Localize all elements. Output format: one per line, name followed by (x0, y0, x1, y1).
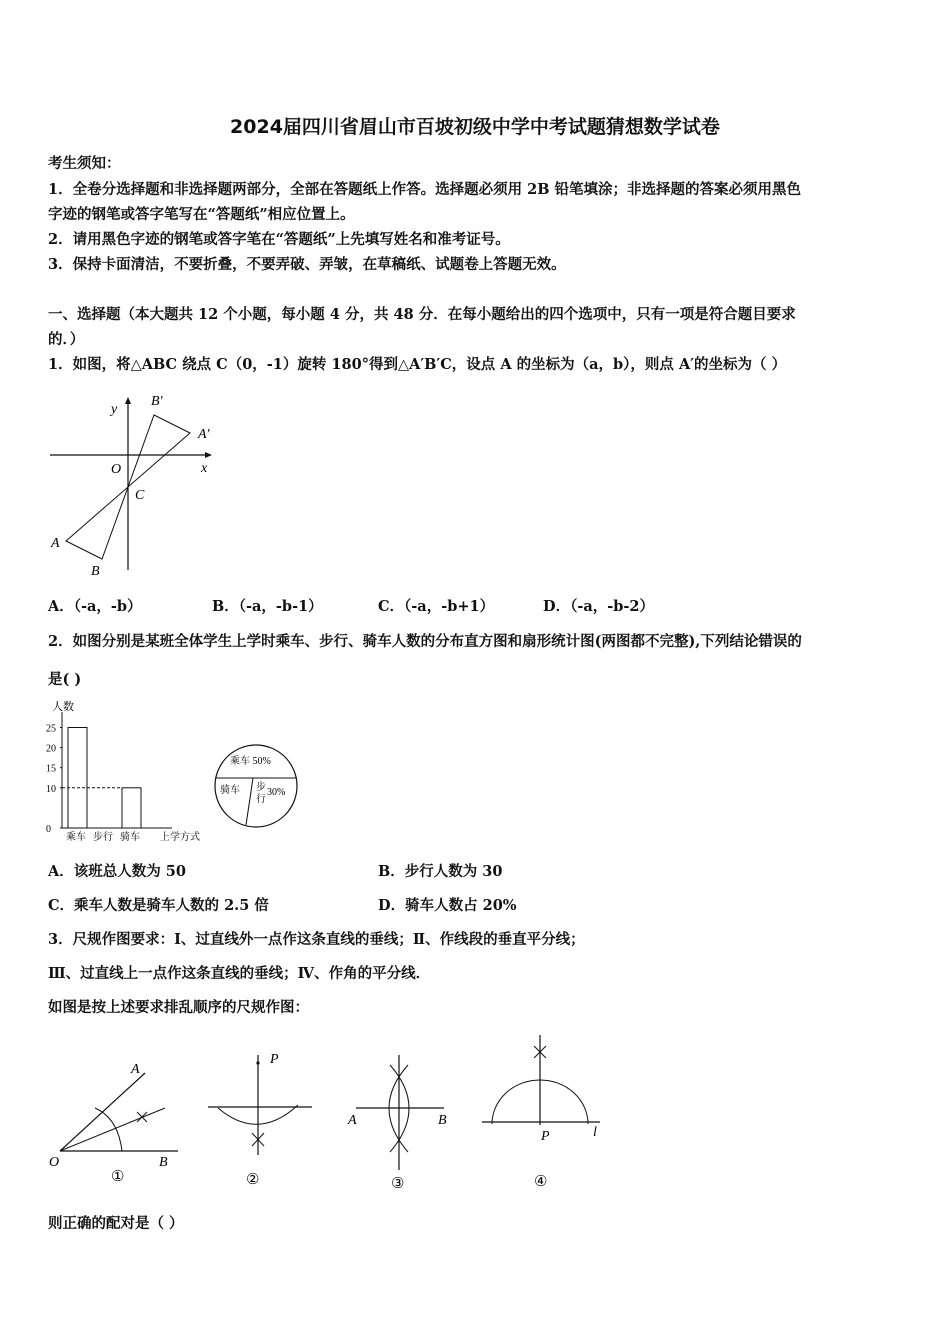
triangle-abc (66, 487, 128, 559)
q1-option-d: D．（-a，-b-2） (543, 598, 655, 615)
q2-stem-2: 是( ) (48, 671, 82, 688)
fig2-label-p: P (270, 1052, 279, 1067)
q2-option-b: B．步行人数为 30 (378, 863, 503, 880)
q3-figure-4 (478, 1030, 608, 1190)
notice-line-3: 3．保持卡面清洁，不要折叠，不要弄破、弄皱，在草稿纸、试题卷上答题无效。 (48, 256, 566, 273)
y-axis-arrow (125, 397, 131, 404)
pie-label-walk-2: 行 (256, 794, 266, 805)
notice-line-1a: 1．全卷分选择题和非选择题两部分，全部在答题纸上作答。选择题必须用 2B 铅笔填涂；非选择题的答案必须用黑色 (48, 181, 802, 198)
label-a-prime: A' (198, 427, 210, 442)
fig1-label-a: A (131, 1062, 140, 1077)
histogram-xlabel: 上学方式 (160, 832, 200, 843)
q3-figure-3 (344, 1050, 454, 1190)
histogram-ytick-0: 0 (46, 824, 51, 835)
pie-label-bike: 骑车 (220, 785, 240, 796)
fig1-label-b: B (159, 1155, 168, 1170)
fig2-number: ② (246, 1172, 260, 1188)
q1-option-b: B．（-a，-b-1） (212, 598, 323, 615)
pie-label-car: 乘车 50% (230, 756, 271, 767)
fig1-label-o: O (49, 1155, 60, 1170)
x-axis-arrow (205, 452, 212, 458)
q3-figure-1 (44, 1050, 184, 1190)
histogram-bar-0 (68, 728, 87, 829)
triangle-a2b2c (128, 415, 190, 487)
histogram-ytick-10: 10 (46, 783, 56, 795)
q2-stem-1: 2．如图分别是某班全体学生上学时乘车、步行、骑车人数的分布直方图和扇形统计图(两图都不完整),下列结论错误的 (48, 633, 802, 650)
histogram-ytick-15: 15 (46, 763, 56, 775)
q3-answer-prompt: 则正确的配对是（ ） (48, 1215, 184, 1232)
histogram-ytick-20: 20 (46, 743, 56, 755)
label-o: O (111, 462, 122, 477)
histogram-ytick-25: 25 (46, 723, 56, 735)
q3-figure-2 (204, 1046, 314, 1186)
label-y: y (111, 402, 118, 417)
q1-figure (46, 392, 226, 582)
notice-line-1b: 字迹的钢笔或答字笔写在“答题纸”相应位置上。 (48, 206, 355, 223)
q1-stem: 1．如图，将△ABC 绕点 C（0，-1）旋转 180°得到△A′B′C，设点 A 的坐标为（a，b），则点 A′的坐标为（ ） (48, 356, 787, 373)
fig4-label-p: P (541, 1129, 550, 1144)
q3-stem-1: 3．尺规作图要求：Ⅰ、过直线外一点作这条直线的垂线；Ⅱ、作线段的垂直平分线； (48, 931, 585, 948)
fig4-number: ④ (534, 1174, 548, 1190)
section-1-heading: 一、选择题（本大题共 12 个小题，每小题 4 分，共 48 分．在每小题给出的四个选项中，只有一项是符合题目要求 (48, 306, 796, 323)
page-title: 2024届四川省眉山市百坡初级中学中考试题猜想数学试卷 (230, 116, 720, 138)
label-a: A (51, 536, 60, 551)
q2-pie-chart (211, 741, 301, 831)
histogram-xtick-2: 骑车 (120, 832, 140, 843)
q2-option-a: A．该班总人数为 50 (48, 863, 186, 880)
histogram-ylabel: 人数 (52, 701, 74, 713)
fig3-label-b: B (438, 1113, 447, 1128)
histogram-xtick-1: 步行 (93, 832, 113, 843)
pie-label-walk-1: 步 (256, 782, 266, 793)
label-x: x (201, 461, 208, 476)
q2-option-c: C．乘车人数是骑车人数的 2.5 倍 (48, 897, 269, 914)
q3-stem-3: 如图是按上述要求排乱顺序的尺规作图： (48, 999, 309, 1016)
notice-heading: 考生须知： (48, 155, 121, 172)
q1-option-a: A．（-a，-b） (48, 598, 142, 615)
fig2-point-p (256, 1061, 259, 1064)
pie-label-walk-pct: 30% (267, 787, 286, 798)
fig1-cross-mark (137, 1112, 147, 1122)
label-c: C (135, 488, 145, 503)
fig3-number: ③ (391, 1176, 405, 1192)
q1-option-c: C．（-a，-b+1） (378, 598, 495, 615)
section-1-heading-cont: 的．） (48, 331, 85, 348)
label-b-prime: B' (151, 394, 163, 409)
q2-option-d: D．骑车人数占 20% (378, 897, 517, 914)
label-b: B (91, 564, 100, 579)
fig1-number: ① (111, 1169, 125, 1185)
notice-line-2: 2．请用黑色字迹的钢笔或答字笔在“答题纸”上先填写姓名和准考证号。 (48, 231, 510, 248)
pie-divider-slant (246, 778, 253, 825)
q3-stem-2: Ⅲ、过直线上一点作这条直线的垂线；Ⅳ、作角的平分线． (48, 965, 431, 982)
q2-histogram (42, 696, 202, 846)
histogram-xtick-0: 乘车 (66, 832, 86, 843)
fig3-label-a: A (348, 1113, 357, 1128)
histogram-bar-2 (122, 788, 141, 828)
fig1-bisector (60, 1108, 165, 1151)
fig4-label-l: l (593, 1125, 597, 1140)
